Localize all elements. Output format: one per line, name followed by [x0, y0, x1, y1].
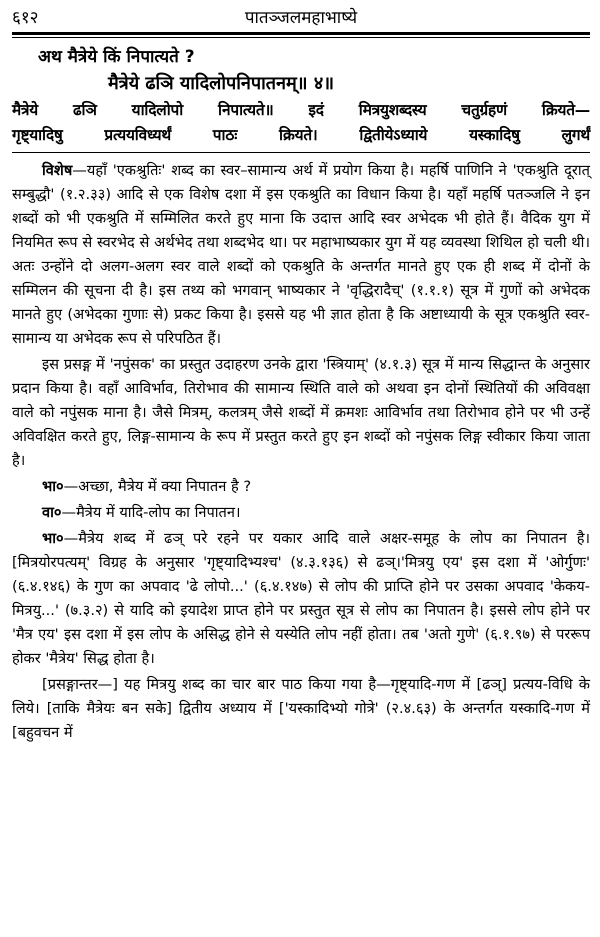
question-line: अथ मैत्रेये किं निपात्यते ? [38, 47, 195, 67]
commentary-rule [12, 152, 590, 153]
commentary-body [12, 159, 590, 745]
commentary-paragraph [12, 353, 590, 473]
paragraph-label: विशेष [42, 162, 73, 179]
sutra-line: मैत्रेये ढञि यादिलोपनिपातनम्‌॥ ४॥ [108, 73, 334, 94]
paragraph-label: भा० [42, 530, 64, 547]
bhashya-line-2: गृष्ट्यादिषु प्रत्ययविध्यर्थं पाठः क्रियते। द्वितीयेऽध्याये यस्कादिषु लुगर्थं [12, 126, 590, 144]
commentary-paragraph [12, 527, 590, 671]
page-title: पातञ्जलमहाभाष्ये [244, 7, 358, 28]
paragraph-text: इस प्रसङ्ग में 'नपुंसक' का प्रस्तुत उदाहरण उनके द्वारा 'स्त्रियाम्' (४.१.३) सूत्र में मान्य सिद्धान्त के अनुसार प्रदान किया है। वहाँ आविर्भाव, तिरोभाव की सामान्य स्थिति वाले को अथवा इन दोनों स्थितियों की अविवक्षा वाले को नपुंसक माना है। जैसे मित्रम्, कलत्रम् जैसे शब्दों में क्रमशः आविर्भाव तथा तिरोभाव होने पर भी उन्हें अविवक्षित करते हुए, लिङ्ग-सामान्य के रूप में प्रस्तुत करते हुए इन शब्दों को नपुंसक लिङ्ग स्वीकार किया जाता है। [12, 356, 590, 469]
paragraph-label: वा० [42, 504, 62, 521]
running-header [12, 4, 590, 28]
bhashya-line-1: मैत्रेये ढञि यादिलोपो निपात्यते॥ इदं मित्रयुशब्दस्य चतुर्ग्रहणं क्रियते— [12, 101, 590, 119]
commentary-paragraph [12, 159, 590, 351]
header-rule [12, 32, 590, 38]
paragraph-text: [प्रसङ्गान्तर—] यह मित्रयु शब्द का चार बार पाठ किया गया है—गृष्ट्यादि-गण में [ढञ्] प्रत्यय-विधि के लिये। [ताकि मैत्रेयः बन सके] द्वितीय अध्याय में ['यस्कादिभ्यो गोत्रे' (२.४.६३) के अन्तर्गत यस्कादि-गण में [बहुवचन में [12, 676, 590, 741]
paragraph-text: —मैत्रेय में यादि-लोप का निपातन। [61, 504, 241, 521]
page-number: ६१२ [12, 8, 39, 28]
commentary-paragraph [12, 501, 590, 525]
commentary-paragraph [12, 673, 590, 745]
paragraph-text: —अच्छा, मैत्रेय में क्या निपातन है ? [63, 478, 252, 495]
paragraph-text: —मैत्रेय शब्द में ढञ् परे रहने पर यकार आदि वाले अक्षर-समूह के लोप का निपातन है। [मित्रयोरपत्यम्' विग्रह के अनुसार 'गृष्ट्यादिभ्यश्च' (४.३.१३६) से ढञ्।'मित्रयु एय' इस दशा में 'ओर्गुणः' (६.४.१४६) के गुण का अपवाद 'ढे लोपो...' (६.४.१४७) से लोप की प्राप्ति होने पर उसका अपवाद 'केकय-मित्रयु...' (७.३.२) से यादि को इयादेश प्राप्त होने पर प्रस्तुत सूत्र से लोप का निपातन है। इससे लोप होने पर 'मैत्र एय' इस दशा में इस लोप के असिद्ध होने से यस्येति लोप नहीं होता। तब 'अतो गुणे' (६.१.९७) से पररूप होकर 'मैत्रेय' सिद्ध होता है। [12, 530, 590, 667]
paragraph-label: भा० [42, 478, 64, 495]
commentary-paragraph [12, 475, 590, 499]
paragraph-text: —यहाँ 'एकश्रुतिः' शब्द का स्वर–सामान्य अर्थ में प्रयोग किया है। महर्षि पाणिनि ने 'एकश्रुति दूरात् सम्बुद्धौ' (१.२.३३) आदि से एक विशेष दशा में इस एकश्रुति का विधान किया है। यहाँ महर्षि पतञ्जलि ने इन शब्दों को भी एकश्रुति में सम्मिलित करते हुए माना कि उदात्त आदि स्वर अभेदक भी होते हैं। वैदिक युग में नियमित रूप से स्वरभेद से अर्थभेद तथा शब्दभेद था। पर महाभाष्यकार युग में यह व्यवस्था शिथिल हो चली थी। अतः उन्होंने दो अलग-अलग स्वर वाले शब्दों को एकश्रुति के अन्तर्गत मानते हुए एक ही शब्द में दोनों के सम्मिलन की सूचना दी है। इस तथ्य को भगवान् भाष्यकार ने 'वृद्धिरादैच्' (१.१.१) सूत्र में गुणों को अभेदक मानते हुए (अभेदका गुणाः से) प्रकट किया है। इससे यह भी ज्ञात होता है कि अष्टाध्यायी के सूत्र एकश्रुति स्वर-सामान्य या अभेदक रूप से परिपठित हैं। [12, 162, 590, 347]
